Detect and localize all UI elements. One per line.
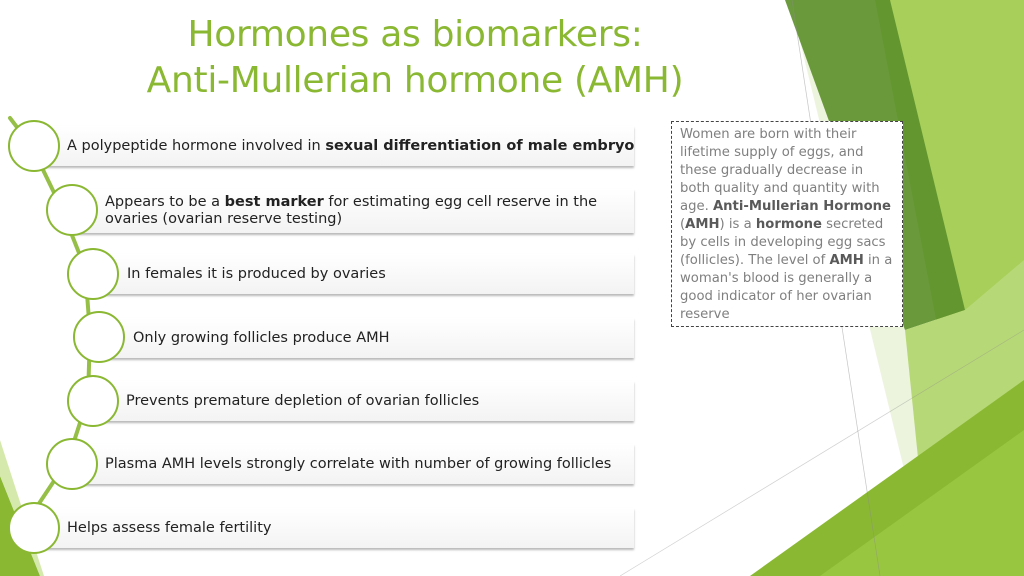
title-line-1: Hormones as biomarkers: <box>187 14 643 55</box>
list-item <box>96 381 634 421</box>
list-item-text: Only growing follicles produce AMH <box>133 329 390 346</box>
bullet-circle-icon <box>67 248 119 300</box>
list-item <box>36 126 634 166</box>
info-textbox: Women are born with their lifetime supply of eggs, and these gradually decrease in both quality and quantity with age. Anti-Mullerian Hormone (AMH) is a hormone secreted by cells in developing egg sacs (follicles). The level of AMH in a woman's blood is generally a good indicator of her ovarian reserve <box>671 121 903 327</box>
list-item-text: Prevents premature depletion of ovarian follicles <box>126 392 480 409</box>
bullet-circle-icon <box>8 120 60 172</box>
list-item <box>75 444 634 484</box>
list-item-text: Helps assess female fertility <box>67 519 272 536</box>
bullet-circle-icon <box>46 184 98 236</box>
page-title <box>100 12 730 104</box>
bullet-circle-icon <box>46 438 98 490</box>
bullet-circle-icon <box>73 311 125 363</box>
list-item <box>36 508 634 548</box>
list-item-text: In females it is produced by ovaries <box>127 265 386 282</box>
list-item-text: Appears to be a best marker for estimating egg cell reserve in the ovaries (ovarian reserve testing) <box>105 194 598 227</box>
list-item <box>102 318 634 358</box>
bullet-circle-icon <box>8 502 60 554</box>
list-item-text: Plasma AMH levels strongly correlate with number of growing follicles <box>105 455 612 472</box>
list-item-text: A polypeptide hormone involved in sexual differentiation of male embryo <box>67 137 635 154</box>
bullet-circle-icon <box>67 375 119 427</box>
title-line-2: Anti-Mullerian hormone (AMH) <box>146 60 684 101</box>
list-item <box>75 189 634 233</box>
list-item <box>96 254 634 294</box>
